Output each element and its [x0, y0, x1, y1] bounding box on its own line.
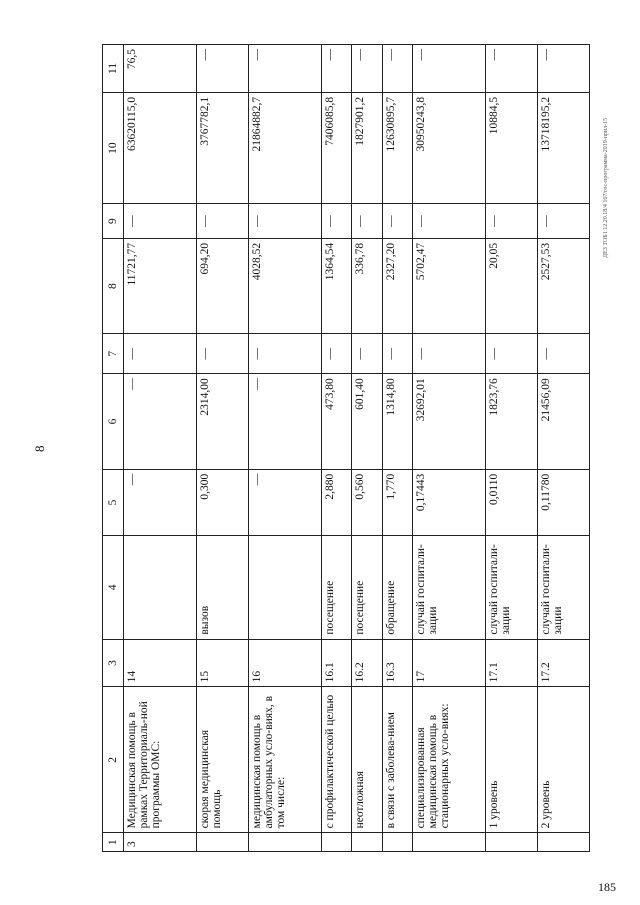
table-cell-c1	[197, 833, 249, 852]
col-header: 2	[103, 687, 124, 833]
table-cell-c5: 1,770	[382, 469, 412, 535]
table-cell-c10: 1827901,2	[352, 92, 382, 203]
table-cell-c5: —	[248, 469, 321, 535]
table-cell-c9: —	[382, 204, 412, 239]
col-header: 1	[103, 833, 124, 852]
table-cell-c7: —	[352, 334, 382, 374]
table-row	[124, 45, 197, 852]
table-cell-c7: —	[486, 334, 538, 374]
table-cell-c10: 63620115,0	[124, 92, 197, 203]
table-cell-c11: —	[197, 45, 249, 93]
rotated-table-container	[102, 44, 590, 852]
table-cell-c9: —	[322, 204, 352, 239]
table-cell-c3: 17.1	[486, 639, 538, 687]
col-header: 10	[103, 92, 124, 203]
col-header: 3	[103, 639, 124, 687]
table-cell-c1	[352, 833, 382, 852]
table-cell-c7: —	[124, 334, 197, 374]
col-header: 9	[103, 204, 124, 239]
table-cell-c3: 16.1	[322, 639, 352, 687]
table-cell-c7: —	[197, 334, 249, 374]
table-cell-c3: 16	[248, 639, 321, 687]
table-cell-c10: 30950243,8	[413, 92, 486, 203]
table-cell-c5: 0,300	[197, 469, 249, 535]
table-cell-c11: —	[248, 45, 321, 93]
table-cell-c11: —	[486, 45, 538, 93]
table-cell-c8: 336,78	[352, 238, 382, 334]
table-cell-c9: —	[248, 204, 321, 239]
table-cell-c4: случай госпитали-зации	[413, 536, 486, 640]
table-cell-c4: посещение	[352, 536, 382, 640]
table-cell-c8: 694,20	[197, 238, 249, 334]
col-header: 11	[103, 45, 124, 93]
table-row	[413, 45, 486, 852]
table-cell-c4	[124, 536, 197, 640]
col-header: 7	[103, 334, 124, 374]
table-row	[486, 45, 538, 852]
table-cell-c6: 2314,00	[197, 374, 249, 470]
table-cell-c9: —	[486, 204, 538, 239]
table-cell-c5: 0,17443	[413, 469, 486, 535]
table-cell-c6: 601,40	[352, 374, 382, 470]
table-cell-c2: неотложная	[352, 687, 382, 833]
table-cell-c5: 0,560	[352, 469, 382, 535]
table-cell-c8: 4028,52	[248, 238, 321, 334]
table-row	[248, 45, 321, 852]
table-cell-c10: 10884,5	[486, 92, 538, 203]
table-cell-c6: —	[248, 374, 321, 470]
table-cell-c2: 1 уровень	[486, 687, 538, 833]
table-cell-c11: —	[352, 45, 382, 93]
table-cell-c10: 21864882,7	[248, 92, 321, 203]
page-top-number: 8	[32, 445, 47, 452]
table-cell-c2: медицинская помощь в амбулаторных усло-виях, в том числе:	[248, 687, 321, 833]
table-cell-c8: 2527,53	[538, 238, 590, 334]
table-cell-c4: случай госпитали-зации	[486, 536, 538, 640]
table-cell-c10: 3767782,1	[197, 92, 249, 203]
table-cell-c7: —	[248, 334, 321, 374]
table-cell-c2: скорая медицинская помощь	[197, 687, 249, 833]
table-cell-c9: —	[352, 204, 382, 239]
table-cell-c9: —	[538, 204, 590, 239]
table-cell-c6: 1314,80	[382, 374, 412, 470]
table-cell-c1: 3	[124, 833, 197, 852]
table-cell-c5: 0,11780	[538, 469, 590, 535]
table-cell-c1	[382, 833, 412, 852]
table-row	[352, 45, 382, 852]
table-cell-c3: 17	[413, 639, 486, 687]
table-cell-c8: 1364,54	[322, 238, 352, 334]
table-cell-c11: —	[322, 45, 352, 93]
table-cell-c6: 32692,01	[413, 374, 486, 470]
table-cell-c2: 2 уровень	[538, 687, 590, 833]
table-cell-c4: вызов	[197, 536, 249, 640]
table-cell-c8: 20,05	[486, 238, 538, 334]
table-cell-c3: 17.2	[538, 639, 590, 687]
table-cell-c1	[538, 833, 590, 852]
table-cell-c8: 2327,20	[382, 238, 412, 334]
table-cell-c9: —	[413, 204, 486, 239]
table-cell-c1	[248, 833, 321, 852]
table-cell-c9: —	[197, 204, 249, 239]
table-cell-c11: —	[382, 45, 412, 93]
table-cell-c8: 5702,47	[413, 238, 486, 334]
table-cell-c8: 11721,77	[124, 238, 197, 334]
table-cell-c3: 15	[197, 639, 249, 687]
side-note: ДЕЗ ТОБ1 12.20.18/4 167/гос-программа-2019-прил-15	[603, 117, 609, 258]
table-cell-c4: случай госпитали-зации	[538, 536, 590, 640]
table-cell-c2: с профилактической целью	[322, 687, 352, 833]
table-cell-c5: 2,880	[322, 469, 352, 535]
table-cell-c3: 14	[124, 639, 197, 687]
table-cell-c10: 7406085,8	[322, 92, 352, 203]
page-footer-number: 185	[598, 880, 616, 894]
col-header: 6	[103, 374, 124, 470]
table-cell-c4: обращение	[382, 536, 412, 640]
table-cell-c7: —	[322, 334, 352, 374]
table-cell-c5: 0,0110	[486, 469, 538, 535]
table-cell-c7: —	[382, 334, 412, 374]
table-cell-c6: —	[124, 374, 197, 470]
table-cell-c1	[486, 833, 538, 852]
table-cell-c6: 473,80	[322, 374, 352, 470]
table-row	[382, 45, 412, 852]
table-cell-c11: 76,5	[124, 45, 197, 93]
table-cell-c11: —	[413, 45, 486, 93]
table-row	[538, 45, 590, 852]
table-cell-c4: посещение	[322, 536, 352, 640]
table-cell-c1	[413, 833, 486, 852]
table-cell-c10: 12630895,7	[382, 92, 412, 203]
table-cell-c11: —	[538, 45, 590, 93]
table-row	[322, 45, 352, 852]
table-cell-c6: 1823,76	[486, 374, 538, 470]
table-cell-c3: 16.2	[352, 639, 382, 687]
table-cell-c2: Медицинская помощь в рамках Территориаль-ной программы ОМС:	[124, 687, 197, 833]
table-cell-c7: —	[413, 334, 486, 374]
table-cell-c2: специализированная медицинская помощь в стационарных усло-виях:	[413, 687, 486, 833]
table-cell-c7: —	[538, 334, 590, 374]
col-header: 8	[103, 238, 124, 334]
col-header: 4	[103, 536, 124, 640]
table-cell-c5: —	[124, 469, 197, 535]
data-table	[102, 44, 590, 852]
col-header: 5	[103, 469, 124, 535]
table-row	[197, 45, 249, 852]
table-cell-c2: в связи с заболева-нием	[382, 687, 412, 833]
table-header-row	[103, 45, 124, 852]
table-cell-c3: 16.3	[382, 639, 412, 687]
table-cell-c6: 21456,09	[538, 374, 590, 470]
table-cell-c4	[248, 536, 321, 640]
table-cell-c1	[322, 833, 352, 852]
table-cell-c10: 13718195,2	[538, 92, 590, 203]
table-cell-c9: —	[124, 204, 197, 239]
